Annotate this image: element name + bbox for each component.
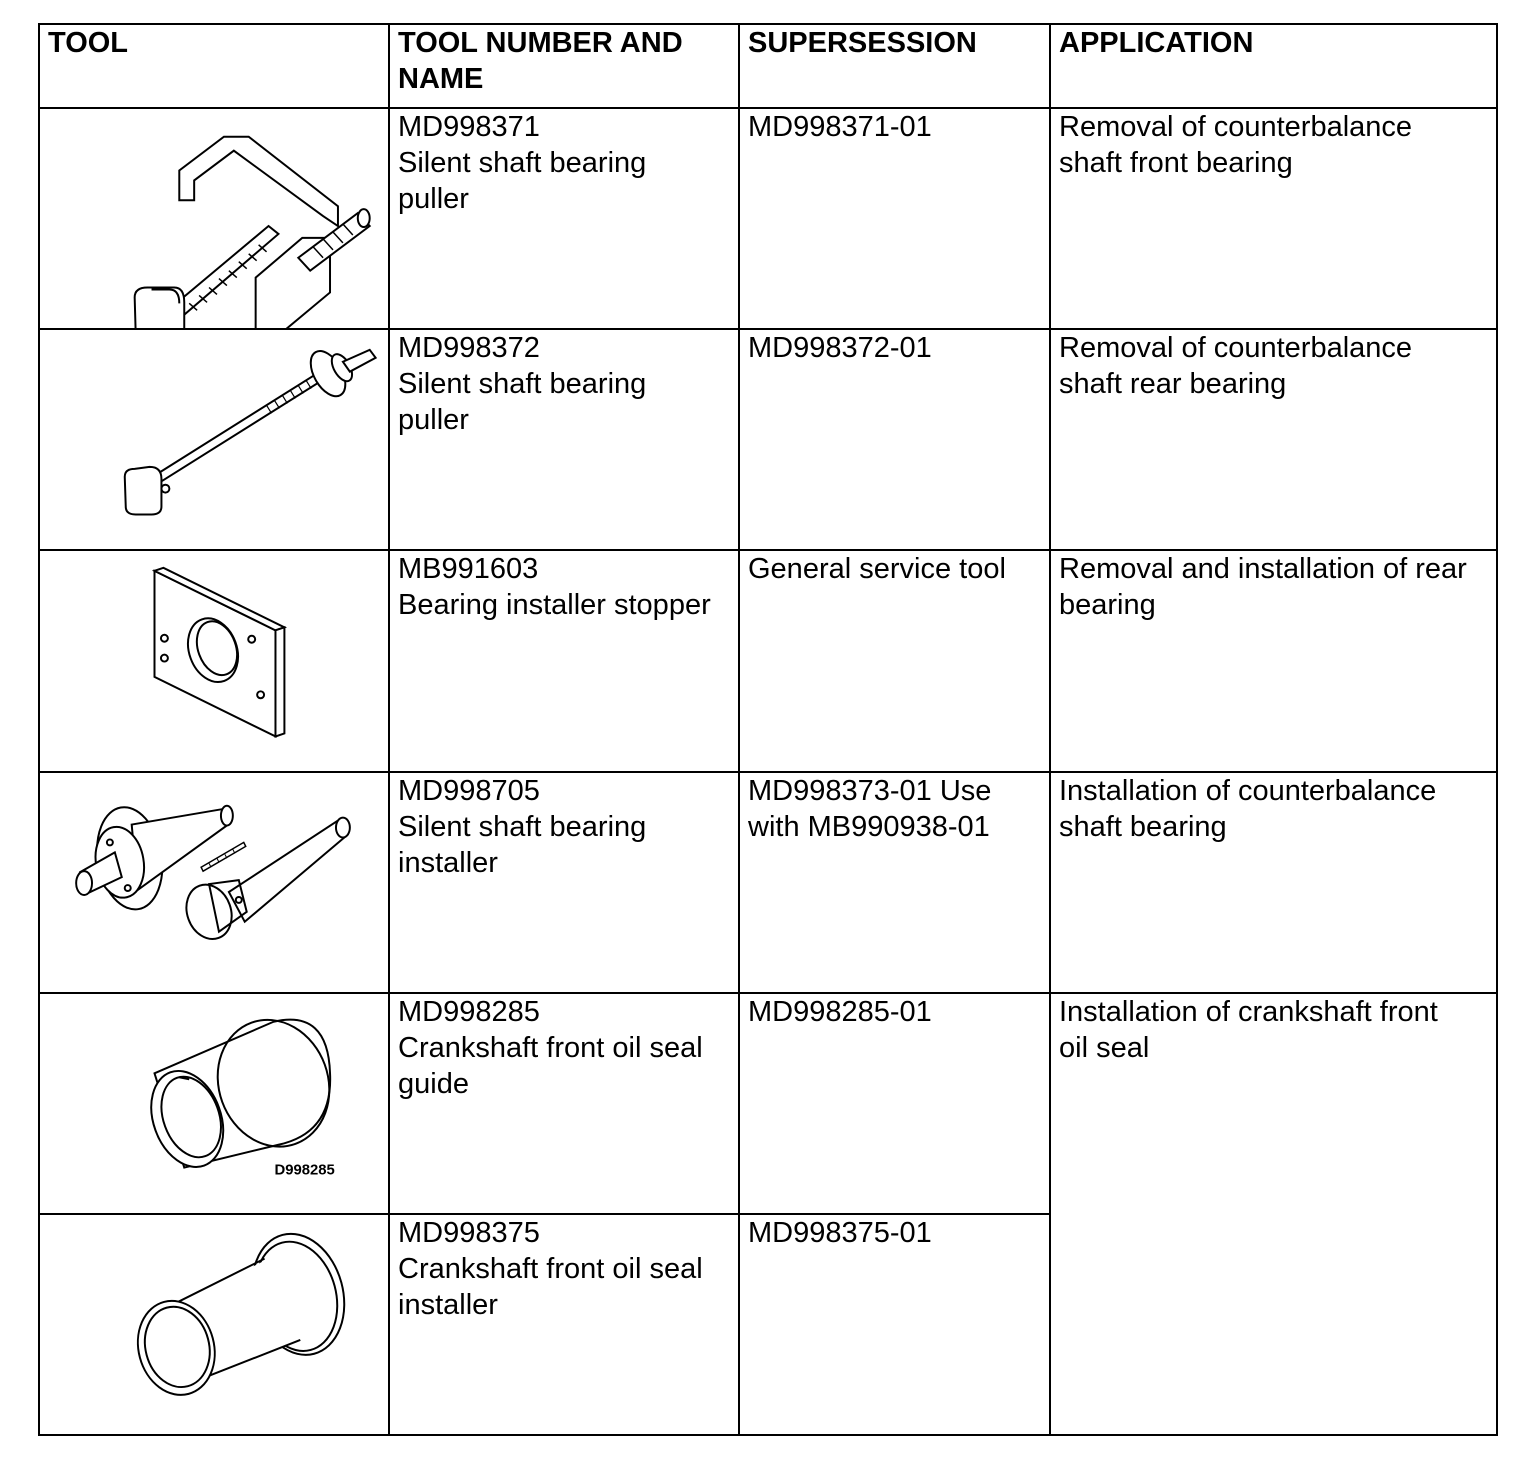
application-cell — [1050, 108, 1497, 329]
header-number-name-line: NAME — [398, 63, 484, 95]
tool-image-cell — [39, 993, 389, 1214]
oil-seal-installer-icon — [40, 1215, 388, 1434]
header-number-name — [389, 24, 739, 108]
image-caption: D998285 — [274, 1162, 335, 1179]
application-cell — [1050, 329, 1497, 550]
tool-name-line: Crankshaft front oil seal — [398, 1031, 703, 1064]
supersession-cell — [739, 993, 1050, 1214]
supersession-cell — [739, 1214, 1050, 1435]
long-bearing-puller-icon — [40, 330, 388, 549]
table-row — [39, 772, 1497, 993]
header-row — [39, 24, 1497, 108]
special-tools-table — [38, 23, 1498, 1436]
tool-name-line: installer — [398, 1288, 498, 1321]
supersession-line: MD998373-01 Use — [748, 774, 992, 807]
tool-name-line: Silent shaft bearing — [398, 810, 647, 843]
supersession-line: MD998285-01 — [748, 995, 932, 1028]
supersession-cell — [739, 772, 1050, 993]
tool-image-cell — [39, 108, 389, 329]
application-line: Removal and installation of rear — [1059, 553, 1467, 586]
tool-number-name-cell — [389, 772, 739, 993]
tool-image-cell — [39, 550, 389, 771]
application-cell — [1050, 993, 1497, 1435]
tool-name-line: guide — [398, 1067, 469, 1100]
supersession-cell — [739, 550, 1050, 771]
table-row — [39, 550, 1497, 771]
bearing-installer-set-icon — [40, 773, 388, 992]
application-line: shaft rear bearing — [1059, 368, 1287, 401]
tool-number-name-cell — [389, 329, 739, 550]
tool-number: MD998372 — [398, 332, 540, 365]
tool-number-name-cell — [389, 1214, 739, 1435]
application-line: Removal of counterbalance — [1059, 111, 1413, 144]
tool-number: MD998375 — [398, 1216, 540, 1249]
tool-image-cell — [39, 329, 389, 550]
supersession-cell — [739, 329, 1050, 550]
tool-name-line: puller — [398, 183, 469, 216]
tool-number: MB991603 — [398, 553, 539, 586]
tool-name-line: Silent shaft bearing — [398, 368, 647, 401]
table-row — [39, 329, 1497, 550]
tool-number: MD998371 — [398, 111, 540, 144]
tool-number: MD998285 — [398, 995, 540, 1028]
tool-name-line: puller — [398, 404, 469, 437]
supersession-line: General service tool — [748, 553, 1006, 586]
header-number-name-line: TOOL NUMBER AND — [398, 27, 683, 59]
supersession-line: MD998372-01 — [748, 332, 932, 365]
application-line: shaft bearing — [1059, 810, 1227, 843]
tool-name-line: installer — [398, 846, 498, 879]
table-row — [39, 993, 1497, 1214]
header-tool: TOOL — [39, 24, 389, 108]
tool-number-name-cell — [389, 993, 739, 1214]
supersession-line: MD998371-01 — [748, 111, 932, 144]
tool-image-cell — [39, 1214, 389, 1435]
supersession-line: MD998375-01 — [748, 1216, 932, 1249]
tool-name-line: Crankshaft front oil seal — [398, 1252, 703, 1285]
tool-number: MD998705 — [398, 774, 540, 807]
table-row — [39, 108, 1497, 329]
supersession-line: with MB990938-01 — [748, 810, 990, 843]
application-cell — [1050, 772, 1497, 993]
installer-stopper-plate-icon — [40, 551, 388, 770]
application-line: Installation of counterbalance — [1059, 774, 1437, 807]
bearing-puller-clamp-icon — [40, 109, 388, 328]
tool-name-line: Bearing installer stopper — [398, 589, 711, 622]
application-line: Removal of counterbalance — [1059, 332, 1413, 365]
header-supersession: SUPERSESSION — [739, 24, 1050, 108]
application-line: oil seal — [1059, 1031, 1150, 1064]
tool-image-cell — [39, 772, 389, 993]
tool-number-name-cell — [389, 550, 739, 771]
application-line: Installation of crankshaft front — [1059, 995, 1438, 1028]
header-application: APPLICATION — [1050, 24, 1497, 108]
oil-seal-guide-icon — [40, 994, 388, 1213]
supersession-cell — [739, 108, 1050, 329]
tool-number-name-cell — [389, 108, 739, 329]
application-line: bearing — [1059, 589, 1156, 622]
tool-name-line: Silent shaft bearing — [398, 147, 647, 180]
application-line: shaft front bearing — [1059, 147, 1293, 180]
application-cell — [1050, 550, 1497, 771]
